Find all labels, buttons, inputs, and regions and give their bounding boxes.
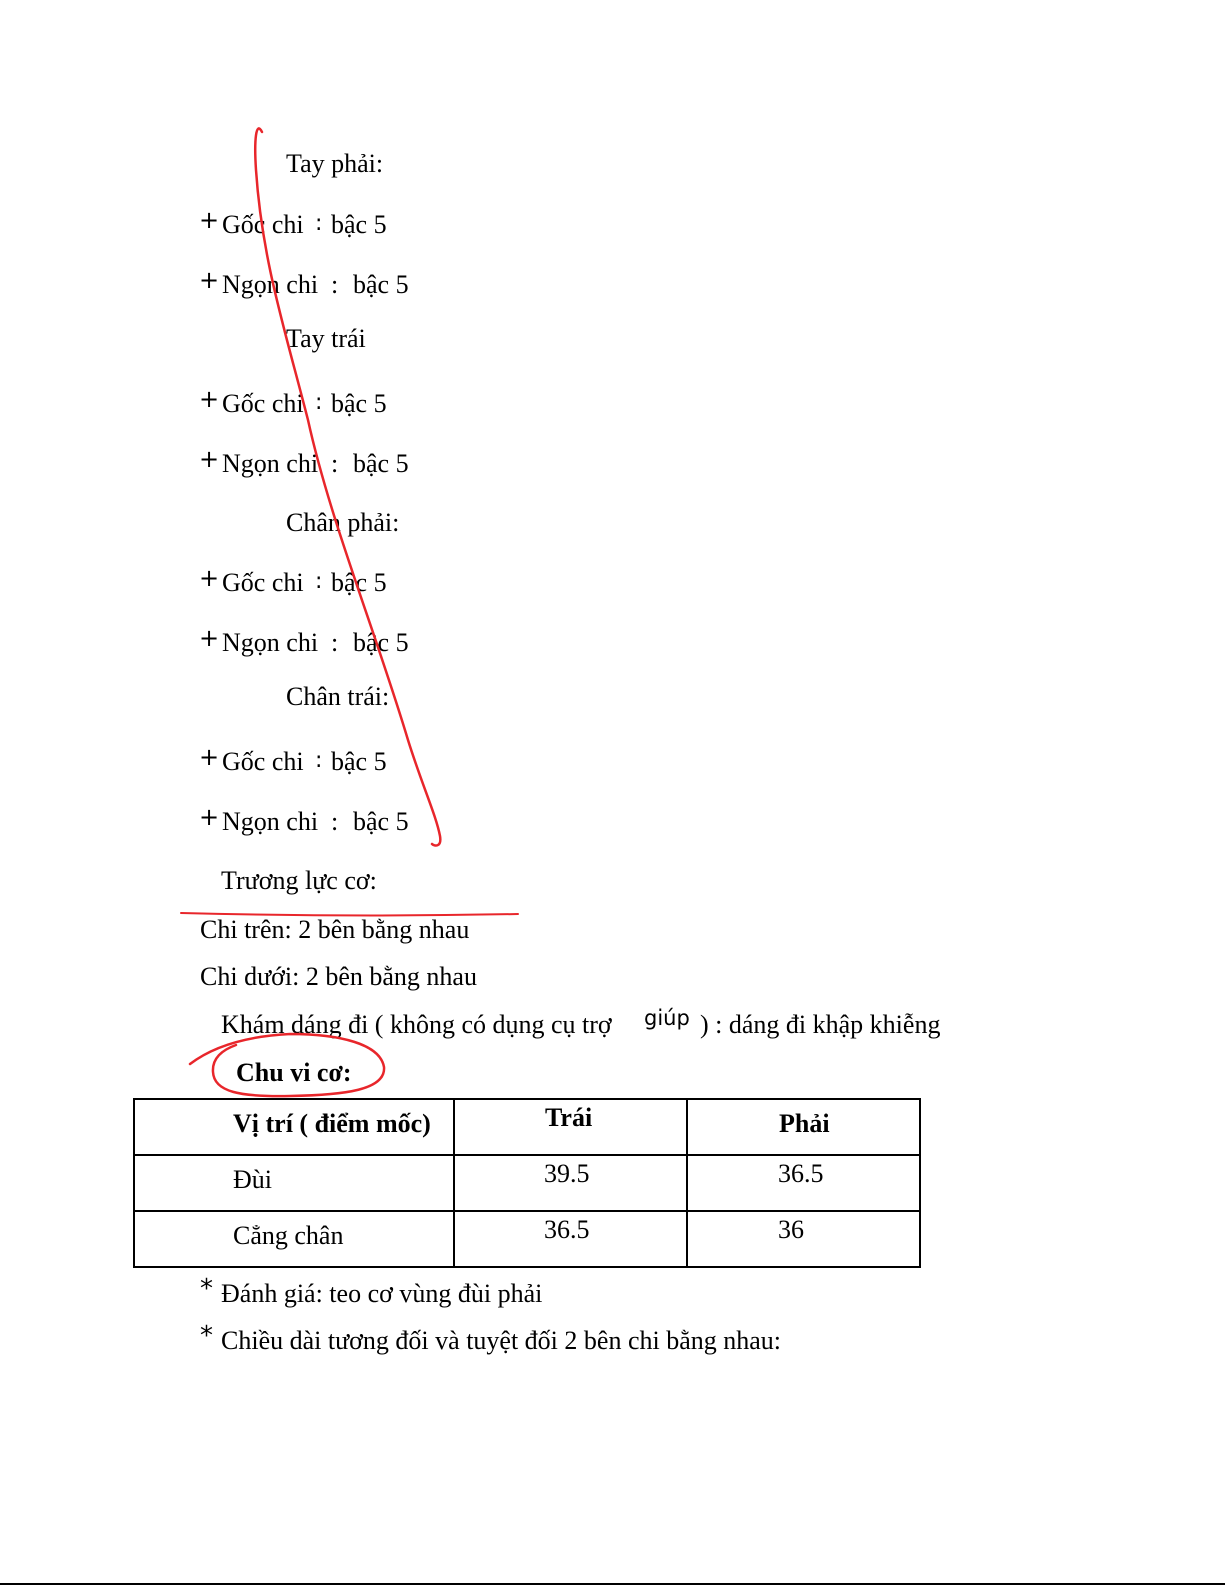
goc-chi-label: Gốc chi	[222, 747, 304, 776]
cell-trai: 39.5	[454, 1155, 687, 1211]
bullet-plus: +	[199, 385, 220, 413]
cell-trai: 36.5	[454, 1211, 687, 1267]
goc-chi-label: Gốc chi	[222, 568, 304, 597]
bullet-plus: +	[199, 206, 220, 234]
ngon-chi-label: Ngọn chi	[222, 449, 319, 478]
goc-chi-value: bậc 5	[331, 389, 387, 418]
heading-tay-trai: Tay trái	[286, 324, 366, 353]
colon-text: :	[331, 807, 339, 836]
goc-chi-value: bậc 5	[331, 210, 387, 239]
gait-prefix: Khám dáng đi ( không có dụng cụ trợ	[221, 1010, 612, 1039]
colon-text: :	[331, 628, 339, 657]
table-row	[134, 1155, 920, 1211]
ngon-chi-value: bậc 5	[353, 449, 409, 478]
length-text: Chiều dài tương đối và tuyệt đối 2 bên chi bằng nhau:	[221, 1326, 782, 1355]
column-header-trai: Trái	[454, 1099, 687, 1155]
cell-location: Đùi	[134, 1155, 454, 1211]
assessment-text: Đánh giá: teo cơ vùng đùi phải	[221, 1279, 543, 1308]
heading-tay-phai: Tay phải:	[286, 149, 384, 178]
note-star: *	[200, 1274, 213, 1304]
cell-phai: 36.5	[687, 1155, 920, 1211]
colon-text: :	[331, 270, 339, 299]
cell-location: Cẳng chân	[134, 1211, 454, 1267]
gait-giup: giúp	[644, 1006, 690, 1030]
bullet-plus: +	[199, 445, 220, 473]
chi-duoi-text: Chi dưới: 2 bên bằng nhau	[200, 962, 477, 991]
bullet-plus: +	[199, 743, 220, 771]
cell-phai: 36	[687, 1211, 920, 1267]
note-star: *	[200, 1321, 213, 1351]
goc-chi-label: Gốc chi	[222, 389, 304, 418]
goc-chi-value: bậc 5	[331, 568, 387, 597]
chi-tren-text: Chi trên: 2 bên bằng nhau	[200, 915, 470, 944]
heading-chan-phai: Chân phải:	[286, 508, 400, 537]
circumference-table	[133, 1098, 921, 1268]
ngon-chi-label: Ngọn chi	[222, 807, 319, 836]
gait-suffix: ) : dáng đi khập khiễng	[700, 1010, 941, 1039]
ngon-chi-value: bậc 5	[353, 270, 409, 299]
bullet-plus: +	[199, 803, 220, 831]
goc-chi-value: bậc 5	[331, 747, 387, 776]
bullet-plus: +	[199, 564, 220, 592]
colon: :	[315, 211, 323, 236]
ngon-chi-label: Ngọn chi	[222, 628, 319, 657]
bullet-plus: +	[199, 266, 220, 294]
table-row	[134, 1211, 920, 1267]
colon-text: :	[331, 449, 339, 478]
heading-chan-trai: Chân trái:	[286, 682, 390, 711]
column-header-phai: Phải	[687, 1099, 920, 1155]
heading-chu-vi-co: Chu vi cơ:	[236, 1058, 352, 1087]
goc-chi-label: Gốc chi	[222, 210, 304, 239]
table-header-row	[134, 1099, 920, 1155]
ngon-chi-value: bậc 5	[353, 628, 409, 657]
column-header-vi-tri: Vị trí ( điểm mốc)	[134, 1099, 454, 1155]
bullet-plus: +	[199, 624, 220, 652]
colon: :	[315, 390, 323, 415]
colon: :	[315, 748, 323, 773]
ngon-chi-value: bậc 5	[353, 807, 409, 836]
colon: :	[315, 569, 323, 594]
heading-truong-luc-co: Trương lực cơ:	[221, 866, 377, 895]
ngon-chi-label: Ngọn chi	[222, 270, 319, 299]
